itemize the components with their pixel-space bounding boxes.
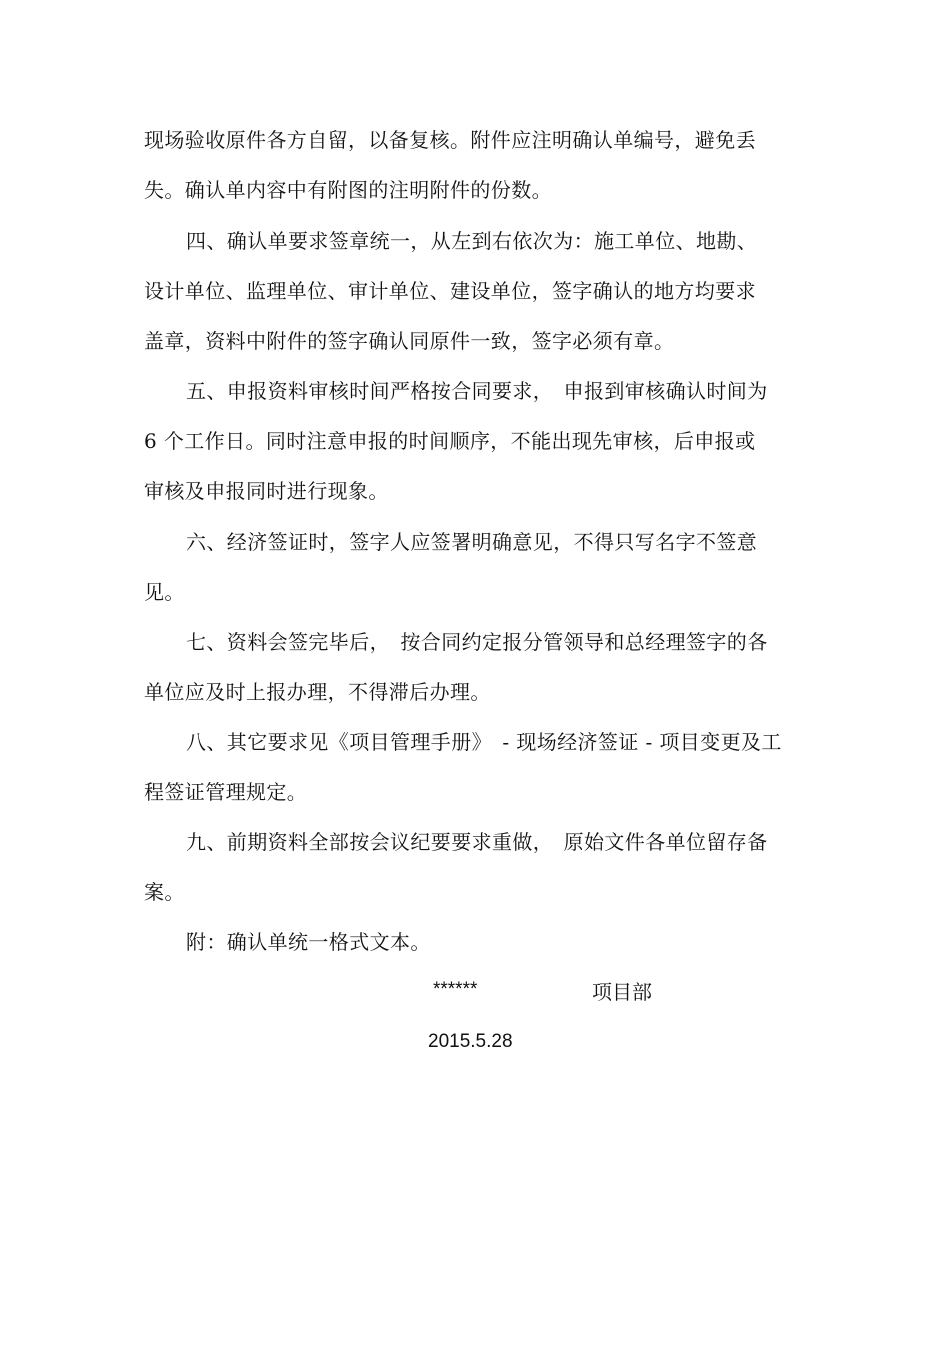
paragraph-line: 单位应及时上报办理，不得滞后办理。 [144,680,491,704]
appendix-line: 附：确认单统一格式文本。 [186,930,431,954]
paragraph-line: 九、前期资料全部按会议纪要要求重做， 原始文件各单位留存备 [186,830,768,854]
paragraph-line: 设计单位、监理单位、审计单位、建设单位，签字确认的地方均要求 [144,279,756,303]
masked-company-name: ****** [433,979,478,1000]
paragraph-line: 6 个工作日。同时注意申报的时间顺序，不能出现先审核，后申报或 [144,429,756,453]
department-name: 项目部 [592,980,652,1004]
paragraph-line: 失。确认单内容中有附图的注明附件的份数。 [144,178,552,202]
paragraph-line: 见。 [144,580,185,604]
paragraph-line: 七、资料会签完毕后， 按合同约定报分管领导和总经理签字的各 [186,630,768,654]
paragraph-line: 盖章，资料中附件的签字确认同原件一致，签字必须有章。 [144,329,675,353]
paragraph-line: 现场验收原件各方自留，以备复核。附件应注明确认单编号，避免丢 [144,128,756,152]
paragraph-line: 四、确认单要求签章统一，从左到右依次为：施工单位、地勘、 [186,229,758,253]
paragraph-line: 案。 [144,880,185,904]
paragraph-line: 审核及申报同时进行现象。 [144,479,389,503]
document-date: 2015.5.28 [428,1031,513,1052]
paragraph-line: 六、经济签证时，签字人应签署明确意见，不得只写名字不签意 [186,530,758,554]
paragraph-line: 五、申报资料审核时间严格按合同要求， 申报到审核确认时间为 [186,379,768,403]
paragraph-line: 程签证管理规定。 [144,780,308,804]
paragraph-line: 八、其它要求见《项目管理手册》 - 现场经济签证 - 项目变更及工 [186,730,782,754]
